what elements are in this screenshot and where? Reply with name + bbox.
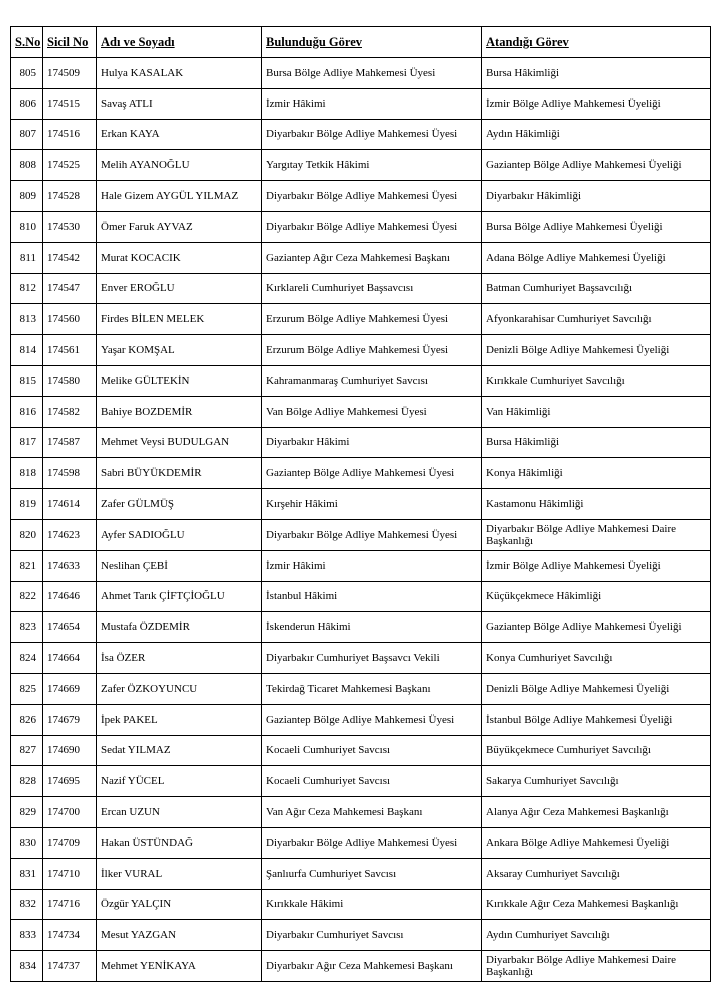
cell-sno: 813	[11, 304, 43, 335]
cell-current-position: Gaziantep Bölge Adliye Mahkemesi Üyesi	[262, 704, 482, 735]
cell-name: Ayfer SADIOĞLU	[97, 519, 262, 550]
cell-sicil-no: 174664	[43, 643, 97, 674]
cell-sicil-no: 174530	[43, 211, 97, 242]
cell-current-position: Yargıtay Tetkik Hâkimi	[262, 150, 482, 181]
cell-assigned-position: Diyarbakır Bölge Adliye Mahkemesi Daire Başkanlığı	[482, 519, 711, 550]
table-row	[11, 858, 711, 889]
table-row	[11, 735, 711, 766]
cell-current-position: İzmir Hâkimi	[262, 550, 482, 581]
table-row	[11, 458, 711, 489]
cell-current-position: Gaziantep Bölge Adliye Mahkemesi Üyesi	[262, 458, 482, 489]
cell-sno: 823	[11, 612, 43, 643]
cell-name: Mesut YAZGAN	[97, 920, 262, 951]
table-row	[11, 612, 711, 643]
cell-assigned-position: Afyonkarahisar Cumhuriyet Savcılığı	[482, 304, 711, 335]
cell-current-position: Gaziantep Ağır Ceza Mahkemesi Başkanı	[262, 242, 482, 273]
cell-name: Hale Gizem AYGÜL YILMAZ	[97, 181, 262, 212]
table-row	[11, 427, 711, 458]
cell-assigned-position: Diyarbakır Hâkimliği	[482, 181, 711, 212]
cell-sno: 809	[11, 181, 43, 212]
table-row	[11, 365, 711, 396]
table-row	[11, 581, 711, 612]
cell-assigned-position: Diyarbakır Bölge Adliye Mahkemesi Daire Başkanlığı	[482, 951, 711, 982]
cell-name: Mehmet Veysi BUDULGAN	[97, 427, 262, 458]
cell-sicil-no: 174734	[43, 920, 97, 951]
cell-sicil-no: 174547	[43, 273, 97, 304]
cell-sno: 829	[11, 797, 43, 828]
cell-sno: 810	[11, 211, 43, 242]
cell-name: Enver EROĞLU	[97, 273, 262, 304]
cell-name: Sedat YILMAZ	[97, 735, 262, 766]
cell-current-position: Kırklareli Cumhuriyet Başsavcısı	[262, 273, 482, 304]
cell-name: Melike GÜLTEKİN	[97, 365, 262, 396]
table-row	[11, 643, 711, 674]
cell-current-position: Şanlıurfa Cumhuriyet Savcısı	[262, 858, 482, 889]
table-header	[11, 27, 711, 58]
cell-assigned-position: Denizli Bölge Adliye Mahkemesi Üyeliği	[482, 335, 711, 366]
cell-sno: 820	[11, 519, 43, 550]
table-row	[11, 58, 711, 89]
header-sicil-no: Sicil No	[43, 27, 97, 58]
cell-name: İlker VURAL	[97, 858, 262, 889]
cell-sno: 828	[11, 766, 43, 797]
table-row	[11, 920, 711, 951]
cell-assigned-position: Ankara Bölge Adliye Mahkemesi Üyeliği	[482, 827, 711, 858]
cell-sno: 826	[11, 704, 43, 735]
cell-sicil-no: 174525	[43, 150, 97, 181]
cell-current-position: Erzurum Bölge Adliye Mahkemesi Üyesi	[262, 335, 482, 366]
cell-sicil-no: 174542	[43, 242, 97, 273]
cell-sicil-no: 174580	[43, 365, 97, 396]
cell-sicil-no: 174598	[43, 458, 97, 489]
cell-name: Ömer Faruk AYVAZ	[97, 211, 262, 242]
cell-sicil-no: 174582	[43, 396, 97, 427]
cell-name: Zafer GÜLMÜŞ	[97, 489, 262, 520]
cell-sno: 822	[11, 581, 43, 612]
cell-name: Nazif YÜCEL	[97, 766, 262, 797]
cell-name: Yaşar KOMŞAL	[97, 335, 262, 366]
cell-current-position: Erzurum Bölge Adliye Mahkemesi Üyesi	[262, 304, 482, 335]
cell-sicil-no: 174710	[43, 858, 97, 889]
cell-sno: 833	[11, 920, 43, 951]
table-body	[11, 58, 711, 982]
cell-name: Ahmet Tarık ÇİFTÇİOĞLU	[97, 581, 262, 612]
cell-sicil-no: 174633	[43, 550, 97, 581]
cell-assigned-position: Denizli Bölge Adliye Mahkemesi Üyeliği	[482, 673, 711, 704]
cell-sicil-no: 174679	[43, 704, 97, 735]
cell-sno: 830	[11, 827, 43, 858]
cell-name: Firdes BİLEN MELEK	[97, 304, 262, 335]
cell-sicil-no: 174654	[43, 612, 97, 643]
cell-assigned-position: Gaziantep Bölge Adliye Mahkemesi Üyeliği	[482, 150, 711, 181]
table-row	[11, 88, 711, 119]
cell-name: Mehmet YENİKAYA	[97, 951, 262, 982]
cell-current-position: Tekirdağ Ticaret Mahkemesi Başkanı	[262, 673, 482, 704]
cell-sicil-no: 174516	[43, 119, 97, 150]
assignment-table	[10, 26, 711, 982]
cell-current-position: Kırşehir Hâkimi	[262, 489, 482, 520]
table-row	[11, 704, 711, 735]
cell-current-position: Diyarbakır Bölge Adliye Mahkemesi Üyesi	[262, 119, 482, 150]
cell-sno: 815	[11, 365, 43, 396]
table-row	[11, 766, 711, 797]
cell-name: Ercan UZUN	[97, 797, 262, 828]
cell-assigned-position: Alanya Ağır Ceza Mahkemesi Başkanlığı	[482, 797, 711, 828]
cell-assigned-position: Sakarya Cumhuriyet Savcılığı	[482, 766, 711, 797]
cell-sicil-no: 174515	[43, 88, 97, 119]
cell-sno: 805	[11, 58, 43, 89]
cell-name: Zafer ÖZKOYUNCU	[97, 673, 262, 704]
cell-sno: 808	[11, 150, 43, 181]
cell-current-position: İzmir Hâkimi	[262, 88, 482, 119]
table-row	[11, 489, 711, 520]
cell-name: Neslihan ÇEBİ	[97, 550, 262, 581]
cell-sno: 817	[11, 427, 43, 458]
cell-current-position: Van Bölge Adliye Mahkemesi Üyesi	[262, 396, 482, 427]
cell-sno: 806	[11, 88, 43, 119]
cell-current-position: Diyarbakır Bölge Adliye Mahkemesi Üyesi	[262, 211, 482, 242]
cell-sicil-no: 174614	[43, 489, 97, 520]
table-row	[11, 673, 711, 704]
cell-sicil-no: 174690	[43, 735, 97, 766]
table-row	[11, 827, 711, 858]
cell-assigned-position: Batman Cumhuriyet Başsavcılığı	[482, 273, 711, 304]
cell-current-position: İstanbul Hâkimi	[262, 581, 482, 612]
cell-name: Sabri BÜYÜKDEMİR	[97, 458, 262, 489]
cell-current-position: Diyarbakır Ağır Ceza Mahkemesi Başkanı	[262, 951, 482, 982]
cell-sicil-no: 174561	[43, 335, 97, 366]
cell-sicil-no: 174509	[43, 58, 97, 89]
cell-assigned-position: İstanbul Bölge Adliye Mahkemesi Üyeliği	[482, 704, 711, 735]
cell-name: Hulya KASALAK	[97, 58, 262, 89]
cell-current-position: Diyarbakır Hâkimi	[262, 427, 482, 458]
header-current-position: Bulunduğu Görev	[262, 27, 482, 58]
cell-assigned-position: İzmir Bölge Adliye Mahkemesi Üyeliği	[482, 88, 711, 119]
cell-sicil-no: 174709	[43, 827, 97, 858]
cell-current-position: Kahramanmaraş Cumhuriyet Savcısı	[262, 365, 482, 396]
cell-assigned-position: Van Hâkimliği	[482, 396, 711, 427]
cell-assigned-position: İzmir Bölge Adliye Mahkemesi Üyeliği	[482, 550, 711, 581]
table-row	[11, 273, 711, 304]
cell-assigned-position: Konya Cumhuriyet Savcılığı	[482, 643, 711, 674]
cell-sno: 811	[11, 242, 43, 273]
cell-assigned-position: Aydın Hâkimliği	[482, 119, 711, 150]
table-row	[11, 519, 711, 550]
cell-name: İpek PAKEL	[97, 704, 262, 735]
cell-current-position: Diyarbakır Bölge Adliye Mahkemesi Üyesi	[262, 827, 482, 858]
cell-sicil-no: 174737	[43, 951, 97, 982]
table-row	[11, 304, 711, 335]
cell-current-position: Bursa Bölge Adliye Mahkemesi Üyesi	[262, 58, 482, 89]
header-sno: S.No	[11, 27, 43, 58]
cell-sno: 821	[11, 550, 43, 581]
cell-name: Özgür YALÇIN	[97, 889, 262, 920]
cell-sno: 814	[11, 335, 43, 366]
cell-assigned-position: Kırıkkale Cumhuriyet Savcılığı	[482, 365, 711, 396]
cell-sno: 819	[11, 489, 43, 520]
cell-assigned-position: Bursa Hâkimliği	[482, 427, 711, 458]
cell-sicil-no: 174716	[43, 889, 97, 920]
cell-assigned-position: Gaziantep Bölge Adliye Mahkemesi Üyeliği	[482, 612, 711, 643]
header-assigned-position: Atandığı Görev	[482, 27, 711, 58]
cell-current-position: Kırıkkale Hâkimi	[262, 889, 482, 920]
cell-sno: 825	[11, 673, 43, 704]
table-row	[11, 242, 711, 273]
cell-assigned-position: Bursa Bölge Adliye Mahkemesi Üyeliği	[482, 211, 711, 242]
cell-current-position: Diyarbakır Bölge Adliye Mahkemesi Üyesi	[262, 519, 482, 550]
cell-sno: 824	[11, 643, 43, 674]
cell-current-position: Diyarbakır Cumhuriyet Savcısı	[262, 920, 482, 951]
table-row	[11, 797, 711, 828]
cell-current-position: İskenderun Hâkimi	[262, 612, 482, 643]
cell-name: Bahiye BOZDEMİR	[97, 396, 262, 427]
cell-sno: 807	[11, 119, 43, 150]
cell-sno: 827	[11, 735, 43, 766]
cell-name: Erkan KAYA	[97, 119, 262, 150]
header-name: Adı ve Soyadı	[97, 27, 262, 58]
cell-sno: 832	[11, 889, 43, 920]
cell-name: Mustafa ÖZDEMİR	[97, 612, 262, 643]
cell-assigned-position: Bursa Hâkimliği	[482, 58, 711, 89]
cell-current-position: Van Ağır Ceza Mahkemesi Başkanı	[262, 797, 482, 828]
cell-name: Hakan ÜSTÜNDAĞ	[97, 827, 262, 858]
cell-sicil-no: 174646	[43, 581, 97, 612]
table-row	[11, 335, 711, 366]
table-row	[11, 951, 711, 982]
cell-sno: 834	[11, 951, 43, 982]
cell-assigned-position: Kastamonu Hâkimliği	[482, 489, 711, 520]
table-row	[11, 119, 711, 150]
cell-assigned-position: Aksaray Cumhuriyet Savcılığı	[482, 858, 711, 889]
cell-sicil-no: 174560	[43, 304, 97, 335]
cell-sno: 816	[11, 396, 43, 427]
cell-sicil-no: 174700	[43, 797, 97, 828]
cell-sicil-no: 174528	[43, 181, 97, 212]
cell-sno: 818	[11, 458, 43, 489]
cell-assigned-position: Konya Hâkimliği	[482, 458, 711, 489]
cell-current-position: Kocaeli Cumhuriyet Savcısı	[262, 766, 482, 797]
cell-sicil-no: 174623	[43, 519, 97, 550]
cell-name: İsa ÖZER	[97, 643, 262, 674]
table-row	[11, 396, 711, 427]
cell-sicil-no: 174669	[43, 673, 97, 704]
cell-current-position: Diyarbakır Cumhuriyet Başsavcı Vekili	[262, 643, 482, 674]
table-row	[11, 211, 711, 242]
cell-sno: 831	[11, 858, 43, 889]
cell-current-position: Kocaeli Cumhuriyet Savcısı	[262, 735, 482, 766]
cell-sicil-no: 174587	[43, 427, 97, 458]
table-row	[11, 889, 711, 920]
cell-assigned-position: Küçükçekmece Hâkimliği	[482, 581, 711, 612]
cell-current-position: Diyarbakır Bölge Adliye Mahkemesi Üyesi	[262, 181, 482, 212]
cell-name: Murat KOCACIK	[97, 242, 262, 273]
cell-sicil-no: 174695	[43, 766, 97, 797]
cell-sno: 812	[11, 273, 43, 304]
cell-assigned-position: Kırıkkale Ağır Ceza Mahkemesi Başkanlığı	[482, 889, 711, 920]
cell-assigned-position: Aydın Cumhuriyet Savcılığı	[482, 920, 711, 951]
table-row	[11, 550, 711, 581]
cell-name: Melih AYANOĞLU	[97, 150, 262, 181]
cell-assigned-position: Adana Bölge Adliye Mahkemesi Üyeliği	[482, 242, 711, 273]
table-row	[11, 150, 711, 181]
cell-name: Savaş ATLI	[97, 88, 262, 119]
cell-assigned-position: Büyükçekmece Cumhuriyet Savcılığı	[482, 735, 711, 766]
table-row	[11, 181, 711, 212]
header-row	[11, 27, 711, 58]
